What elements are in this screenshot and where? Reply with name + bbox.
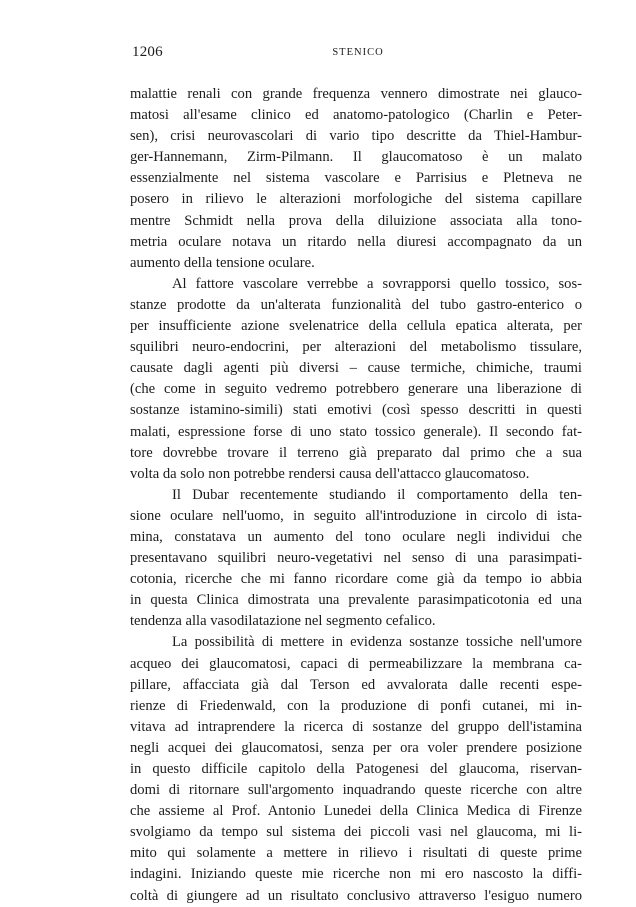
text-line: tendenza alla vasodilatazione nel segmento cefalico. xyxy=(130,613,436,630)
text-line: che assieme al Prof. Antonio Lunedei della Clinica Medica di Firenze xyxy=(130,803,582,820)
text-body xyxy=(130,84,582,907)
text-line: pillare, affacciata già dal Terson ed avvalorata dalle recenti espe- xyxy=(130,676,582,693)
text-line: in questa Clinica dimostrata una prevalente parasimpaticotonia ed una xyxy=(130,592,582,609)
text-line: rienze di Friedenwald, con la produzione di ponfi cutanei, mi in- xyxy=(130,697,582,714)
text-line: causate dagli agenti più diversi – cause termiche, chimiche, traumi xyxy=(130,360,582,377)
text-line: negli acquei dei glaucomatosi, senza per ora voler prendere posizione xyxy=(130,739,582,756)
page-number: 1206 xyxy=(132,44,163,60)
paragraph-3 xyxy=(130,485,582,633)
text-line: sostanze istamino-simili) stati emotivi (così spesso descritti in questi xyxy=(130,402,582,419)
page-header xyxy=(132,44,584,66)
text-line: acqueo dei glaucomatosi, capaci di permeabilizzare la membrana ca- xyxy=(130,655,582,672)
text-line: stanze prodotte da un'alterata funzionalità del tubo gastro-enterico o xyxy=(130,296,582,313)
paragraph-1 xyxy=(130,84,582,274)
text-line: squilibri neuro-endocrini, per alterazioni del metabolismo tissulare, xyxy=(130,339,582,356)
text-line: ger-Hannemann, Zirm-Pilmann. Il glaucomatoso è un malato xyxy=(130,149,582,166)
running-head: STENICO xyxy=(332,47,384,58)
text-line: metria oculare notava un ritardo nella diuresi accompagnato da un xyxy=(130,233,582,250)
text-line: per insufficiente azione svelenatrice della cellula epatica alterata, per xyxy=(130,318,582,335)
text-line: sione oculare nell'uomo, in seguito all'introduzione in circolo di ista- xyxy=(130,507,582,524)
text-line: mentre Schmidt nella prova della diluizione associata alla tono- xyxy=(130,212,582,229)
text-line: Al fattore vascolare verrebbe a sovrapporsi quello tossico, sos- xyxy=(172,275,582,292)
text-line: domi di ritornare sull'argomento inquadrando queste ricerche con altre xyxy=(130,782,582,799)
text-line: Il Dubar recentemente studiando il comportamento della ten- xyxy=(172,486,582,503)
text-line: presentavano squilibri neuro-vegetativi nel senso di una parasimpati- xyxy=(130,550,582,567)
text-line: svolgiamo da tempo sul sistema dei piccoli vasi nel glaucoma, mi li- xyxy=(130,824,582,841)
text-line: sen), crisi neurovascolari di vario tipo descritte da Thiel-Hambur- xyxy=(130,128,582,145)
paragraph-2 xyxy=(130,274,582,485)
text-line: La possibilità di mettere in evidenza sostanze tossiche nell'umore xyxy=(172,634,582,651)
paragraph-4 xyxy=(130,632,582,906)
text-line: essenzialmente nel sistema vascolare e Parrisius e Pletneva ne xyxy=(130,170,582,187)
text-line: vitava ad intraprendere la ricerca di sostanze del gruppo dell'istamina xyxy=(130,718,582,735)
text-line: malattie renali con grande frequenza vennero dimostrate nei glauco- xyxy=(130,86,582,102)
text-line: indagini. Iniziando queste mie ricerche non mi ero nascosto la diffi- xyxy=(130,866,582,883)
text-line: tore dovrebbe trovare il terreno già preparato dal primo che a sua xyxy=(130,444,582,461)
text-line: malati, espressione forse di uno stato tossico generale). Il secondo fat- xyxy=(130,423,582,440)
text-line: cotonia, ricerche che mi fanno ricordare come già da tempo io abbia xyxy=(130,571,582,588)
text-line: coltà di giungere ad un risultato conclusivo attraverso l'esiguo numero xyxy=(130,887,582,904)
text-line: aumento della tensione oculare. xyxy=(130,254,315,271)
text-line: mina, constatava un aumento del tono oculare negli individui che xyxy=(130,528,582,545)
text-line: in questo difficile capitolo della Patogenesi del glaucoma, riservan- xyxy=(130,761,582,777)
text-line: posero in rilievo le alterazioni morfologiche del sistema capillare xyxy=(130,191,582,208)
text-line: mito qui solamente a mettere in rilievo i risultati di queste prime xyxy=(130,845,582,862)
text-line: matosi all'esame clinico ed anatomo-patologico (Charlin e Peter- xyxy=(130,107,582,124)
text-line: (che come in seguito vedremo potrebbero generare una liberazione di xyxy=(130,381,582,398)
text-line: volta da solo non potrebbe rendersi causa dell'attacco glaucomatoso. xyxy=(130,465,530,482)
